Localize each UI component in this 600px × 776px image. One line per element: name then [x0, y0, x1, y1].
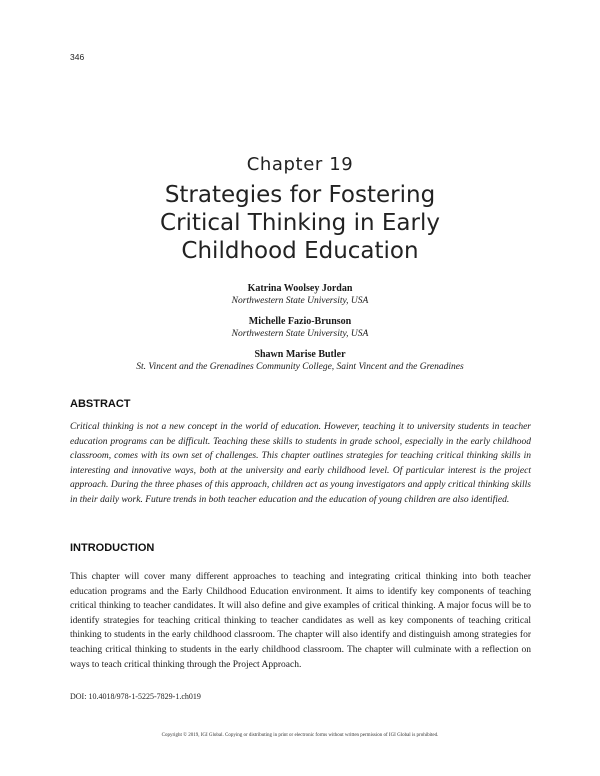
doi: DOI: 10.4018/978-1-5225-7829-1.ch019: [70, 692, 201, 701]
author-block: [0, 349, 600, 373]
author-affiliation: St. Vincent and the Grenadines Community College, Saint Vincent and the Grenadines: [136, 362, 464, 372]
title-line: Childhood Education: [181, 238, 419, 264]
title-line: Strategies for Fostering: [164, 182, 436, 208]
author-affiliation: Northwestern State University, USA: [231, 296, 369, 306]
author-block: [0, 316, 600, 340]
author-block: [0, 283, 600, 307]
abstract-text: Critical thinking is not a new concept in the world of education. However, teaching it to university students in teacher education programs can be difficult. Teaching these skills to students in grade school, especially in the early childhood classroom, comes with its own set of challenges. This chapter outlines strategies for teaching critical thinking skills in interesting and innovative ways, both at the university and early childhood level. Of particular interest is the project approach. During the three phases of this approach, children act as young investigators and apply critical thinking skills in their daily work. Future trends in both teacher education and the education of young children are also identified.: [70, 422, 531, 505]
author-name: Shawn Marise Butler: [254, 349, 346, 360]
author-name: Katrina Woolsey Jordan: [247, 283, 353, 294]
author-list: [0, 283, 600, 382]
abstract-heading: ABSTRACT: [70, 398, 131, 410]
chapter-title: [60, 181, 540, 265]
author-name: Michelle Fazio-Brunson: [248, 316, 352, 327]
title-line: Critical Thinking in Early: [160, 210, 440, 236]
page-number: 346: [70, 52, 85, 62]
copyright-notice: Copyright © 2019, IGI Global. Copying or distributing in print or electronic forms without written permission of IGI Global is prohibited.: [161, 733, 439, 738]
introduction-text: This chapter will cover many different approaches to teaching and integrating critical thinking into both teacher education programs and the Early Childhood Education environment. It aims to identify key components of teaching critical thinking to teacher candidates. It will also define and give examples of critical thinking. A major focus will be to identify strategies for teaching critical thinking to teacher candidates as well as key components of teaching critical thinking to students in the early childhood classroom. The chapter will also identify and distinguish among strategies for teaching critical thinking to students in the early childhood classroom. The chapter will culminate with a reflection on ways to teach critical thinking through the Project Approach.: [70, 572, 531, 670]
introduction-heading: INTRODUCTION: [70, 542, 155, 554]
author-affiliation: Northwestern State University, USA: [231, 329, 369, 339]
chapter-label: Chapter 19: [246, 154, 354, 175]
